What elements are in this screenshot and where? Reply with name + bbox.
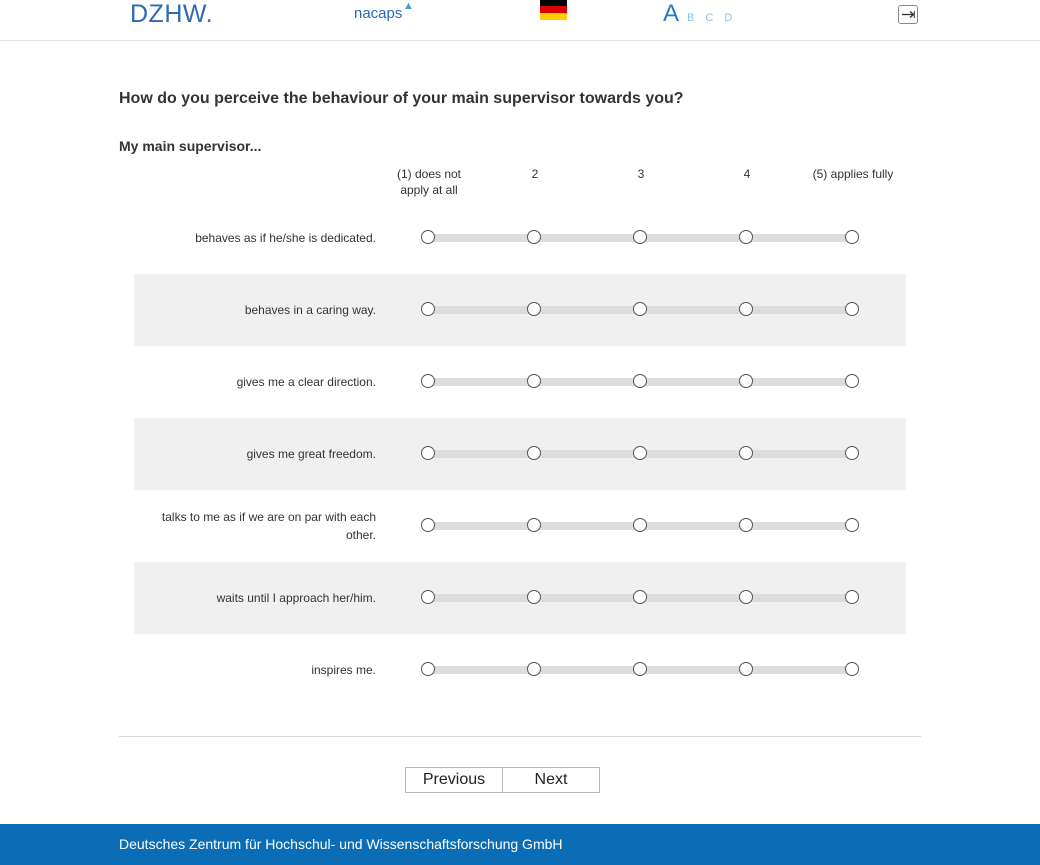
radio-option-2[interactable] [527,374,541,388]
radio-option-3[interactable] [633,374,647,388]
font-size-a[interactable]: A [663,0,680,27]
item-row [134,490,906,562]
logout-arrow-icon [902,10,915,19]
scale-label-2: 2 [531,167,539,181]
item-row [134,634,906,706]
radio-option-5[interactable] [845,590,859,604]
nacaps-logo-text: nacaps [354,5,403,22]
radio-option-2[interactable] [527,662,541,676]
radio-option-2[interactable] [527,230,541,244]
item-label: behaves as if he/she is dedicated. [195,231,376,245]
next-button[interactable]: Next [502,767,600,793]
radio-option-1[interactable] [421,374,435,388]
radio-option-1[interactable] [421,518,435,532]
radio-option-4[interactable] [739,590,753,604]
radio-option-4[interactable] [739,518,753,532]
font-size-d[interactable]: D [724,12,733,24]
header-bar [0,0,1040,41]
radio-option-1[interactable] [421,446,435,460]
radio-option-3[interactable] [633,446,647,460]
radio-option-5[interactable] [845,302,859,316]
question-title: How do you perceive the behaviour of your main supervisor towards you? [119,90,684,107]
radio-option-2[interactable] [527,446,541,460]
item-row [134,346,906,418]
font-size-selector [663,0,743,28]
radio-option-5[interactable] [845,518,859,532]
radio-option-4[interactable] [739,446,753,460]
radio-option-3[interactable] [633,518,647,532]
item-row [134,202,906,274]
radio-option-4[interactable] [739,302,753,316]
german-flag-icon[interactable] [540,0,567,20]
dzhw-logo[interactable]: DZHW. [130,0,214,28]
font-size-c[interactable]: C [705,12,714,24]
radio-option-4[interactable] [739,662,753,676]
item-label: inspires me. [311,663,376,677]
item-label: waits until I approach her/him. [216,591,376,605]
radio-option-5[interactable] [845,446,859,460]
footer-text: Deutsches Zentrum für Hochschul- und Wissenschaftsforschung GmbH [119,836,563,852]
radio-option-3[interactable] [633,302,647,316]
radio-option-5[interactable] [845,662,859,676]
radio-option-5[interactable] [845,230,859,244]
item-label: gives me great freedom. [246,447,376,461]
previous-button[interactable]: Previous [405,767,503,793]
question-subtitle: My main supervisor... [119,138,262,154]
radio-option-1[interactable] [421,302,435,316]
radio-option-3[interactable] [633,230,647,244]
item-row [134,562,906,634]
radio-option-3[interactable] [633,662,647,676]
scale-label-5: (5) applies fully [812,167,894,181]
radio-option-5[interactable] [845,374,859,388]
graduation-cap-icon: ▲ [403,0,414,12]
scale-label-1: (1) does not apply at all [396,167,462,197]
navigation-buttons [405,767,600,793]
nacaps-logo[interactable] [354,0,414,22]
item-label: behaves in a caring way. [244,303,376,317]
footer [0,824,1040,865]
item-label: talks to me as if we are on par with each other. [161,510,376,542]
radio-option-1[interactable] [421,662,435,676]
radio-option-3[interactable] [633,590,647,604]
scale-label-4: 4 [743,167,751,181]
radio-option-4[interactable] [739,230,753,244]
item-row [134,274,906,346]
item-row [134,418,906,490]
radio-option-1[interactable] [421,590,435,604]
radio-option-2[interactable] [527,302,541,316]
radio-option-1[interactable] [421,230,435,244]
divider [119,736,921,737]
radio-option-4[interactable] [739,374,753,388]
font-size-b[interactable]: B [687,12,695,24]
scale-label-3: 3 [637,167,645,181]
radio-option-2[interactable] [527,590,541,604]
radio-option-2[interactable] [527,518,541,532]
logout-button[interactable] [898,5,918,24]
item-label: gives me a clear direction. [236,375,376,389]
